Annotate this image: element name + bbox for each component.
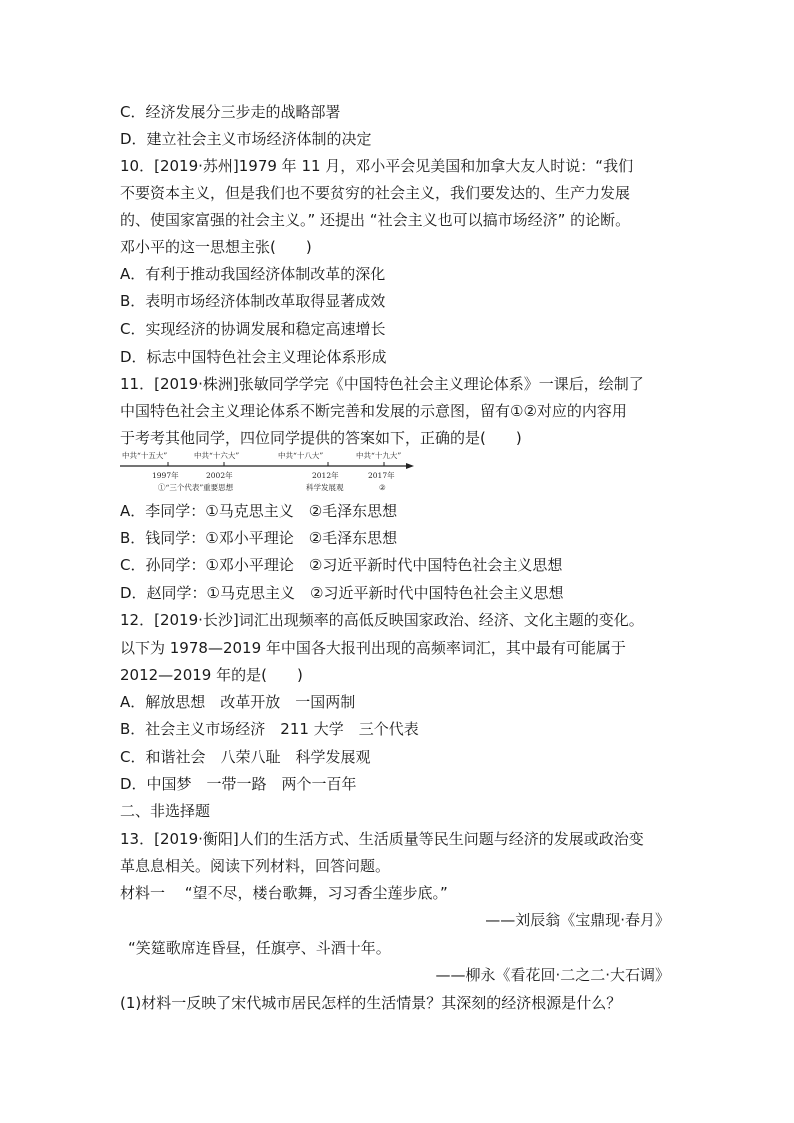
question-13-stem-2: 革息息相关。阅读下列材料，回答问题。 xyxy=(120,857,391,875)
option-a-q12: A．解放思想 改革开放 一国两制 xyxy=(120,693,356,711)
timeline-item-scientific-outlook: 科学发展观 xyxy=(306,483,344,492)
question-13-stem: 13．[2019·衡阳]人们的生活方式、生活质量等民生问题与经济的发展或政治变 xyxy=(120,830,644,848)
material-1-quote-2: “笑筵歌席连昏昼，任旗亭、斗酒十年。 xyxy=(128,939,391,957)
option-c-q11: C．孙同学：①邓小平理论 ②习近平新时代中国特色社会主义思想 xyxy=(120,556,563,574)
option-d-q12: D．中国梦 一带一路 两个一百年 xyxy=(120,775,357,793)
material-1-source-1: ——刘辰翁《宝鼎现·春月》 xyxy=(485,911,670,929)
timeline-label-16th: 中共“十六大” xyxy=(194,451,240,460)
option-b-q12: B．社会主义市场经济 211 大学 三个代表 xyxy=(120,720,419,738)
option-d-q11: D．赵同学：①马克思主义 ②习近平新时代中国特色社会主义思想 xyxy=(120,584,564,602)
timeline-label-15th: 中共“十五大” xyxy=(122,451,168,460)
timeline-label-19th: 中共“十九大” xyxy=(356,451,402,460)
question-13-part-1: (1)材料一反映了宋代城市居民怎样的生活情景？其深刻的经济根源是什么？ xyxy=(120,994,622,1012)
timeline-item-blank-2: ② xyxy=(379,483,386,492)
option-b-q10: B．表明市场经济体制改革取得显著成效 xyxy=(120,292,386,310)
timeline-year-2017: 2017年 xyxy=(368,471,395,480)
material-1-quote: 材料一 “望不尽，楼台歌舞，习习香尘莲步底。” xyxy=(120,884,448,902)
timeline-year-1997: 1997年 xyxy=(152,471,179,480)
question-10-stem-2: 不要资本主义，但是我们也不要贫穷的社会主义，我们要发达的、生产力发展 xyxy=(120,184,631,202)
timeline-year-2012: 2012年 xyxy=(312,471,339,480)
question-10-stem-4: 邓小平的这一思想主张( ) xyxy=(120,238,312,256)
section-heading: 二、非选择题 xyxy=(120,802,211,820)
option-c-q10: C．实现经济的协调发展和稳定高速增长 xyxy=(120,320,386,338)
option-a-q11: A．李同学：①马克思主义 ②毛泽东思想 xyxy=(120,502,398,520)
question-12-stem-2: 以下为 1978—2019 年中国各大报刊出现的高频率词汇，其中最有可能属于 xyxy=(120,639,626,657)
option-d-q9: D．建立社会主义市场经济体制的决定 xyxy=(120,130,372,148)
timeline-item-three-represents: ①“三个代表”重要思想 xyxy=(158,483,234,492)
timeline-arrow-icon xyxy=(406,463,414,469)
question-11-stem: 11．[2019·株洲]张敏同学学完《中国特色社会主义理论体系》一课后，绘制了 xyxy=(120,375,644,393)
timeline-label-18th: 中共“十八大” xyxy=(278,451,324,460)
timeline-year-2002: 2002年 xyxy=(206,471,233,480)
question-11-stem-2: 中国特色社会主义理论体系不断完善和发展的示意图，留有①②对应的内容用 xyxy=(120,402,627,420)
question-11-stem-3: 于考考其他同学，四位同学提供的答案如下，正确的是( ) xyxy=(120,429,522,447)
question-10-stem-3: 的、使国家富强的社会主义。” 还提出 “社会主义也可以搞市场经济” 的论断。 xyxy=(120,211,631,229)
option-c-q9: C．经济发展分三步走的战略部署 xyxy=(120,103,341,121)
question-12-stem-3: 2012—2019 年的是( ) xyxy=(120,666,303,684)
option-d-q10: D．标志中国特色社会主义理论体系形成 xyxy=(120,348,387,366)
question-12-stem: 12．[2019·长沙]词汇出现频率的高低反映国家政治、经济、文化主题的变化。 xyxy=(120,611,644,629)
option-a-q10: A．有利于推动我国经济体制改革的深化 xyxy=(120,265,386,283)
option-c-q12: C．和谐社会 八荣八耻 科学发展观 xyxy=(120,748,371,766)
theory-timeline-diagram xyxy=(118,448,418,498)
question-10-stem: 10．[2019·苏州]1979 年 11 月，邓小平会见美国和加拿大友人时说：“我们 xyxy=(120,157,634,175)
option-b-q11: B．钱同学：①邓小平理论 ②毛泽东思想 xyxy=(120,529,398,547)
material-1-source-2: ——柳永《看花回·二之二·大石调》 xyxy=(435,966,670,984)
